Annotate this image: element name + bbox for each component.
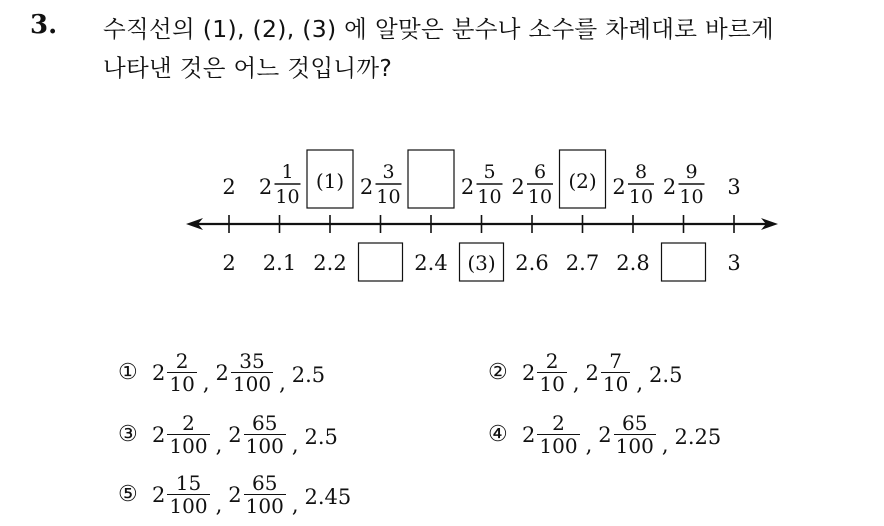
fraction-label-whole: 3 bbox=[727, 175, 741, 199]
choice-value-3: 2.5 bbox=[649, 362, 683, 387]
choice-value-2: 2 $\frac{65}{100}$ bbox=[228, 471, 284, 518]
fraction-label-whole: 2 bbox=[222, 175, 236, 199]
decimal-label: 2.8 bbox=[616, 251, 650, 275]
question-line-2: 나타낸 것은 어느 것입니까? bbox=[103, 54, 393, 82]
choice-number: ④ bbox=[488, 422, 508, 447]
choice-value-1: 2 $\frac{2}{100}$ bbox=[152, 411, 208, 458]
question-number: 3. bbox=[30, 10, 58, 40]
choice-number: ② bbox=[488, 360, 508, 385]
fraction: $\frac{65}{100}$ bbox=[615, 411, 654, 458]
question-line-1: 수직선의 (1), (2), (3) 에 알맞은 분수나 소수를 차례대로 바르게 bbox=[103, 15, 775, 43]
fraction-denominator: 10 bbox=[527, 186, 553, 208]
fraction: $\frac{2}{100}$ bbox=[539, 411, 578, 458]
choice-value-1: 2 $\frac{2}{10}$ bbox=[522, 349, 565, 396]
choice-value-1: 2 $\frac{2}{10}$ bbox=[152, 349, 195, 396]
choice-value-3: 2.5 bbox=[304, 424, 338, 449]
choice-4[interactable]: ④ 2 $\frac{2}{100}$ , 2 $\frac{65}{100}$ , 2.25 bbox=[488, 411, 722, 458]
answer-box-top bbox=[408, 150, 454, 208]
fraction-denominator: 10 bbox=[477, 186, 502, 208]
decimal-label: 2 bbox=[222, 251, 236, 275]
fraction: $\frac{2}{100}$ bbox=[169, 411, 208, 458]
box-label: (1) bbox=[315, 169, 345, 193]
choice-value-2: 2 $\frac{65}{100}$ bbox=[228, 411, 284, 458]
choice-value-3: 2.45 bbox=[304, 484, 352, 509]
choice-number: ⑤ bbox=[118, 482, 138, 507]
fraction-label-whole: 2 bbox=[359, 175, 374, 199]
choice-value-2: 2 $\frac{7}{10}$ bbox=[585, 349, 629, 396]
decimal-label: 2.1 bbox=[262, 251, 297, 275]
choice-number: ③ bbox=[118, 422, 138, 447]
fraction-label-whole: 2 bbox=[258, 175, 273, 199]
fraction: $\frac{2}{10}$ bbox=[539, 349, 565, 396]
answer-box-bottom bbox=[662, 243, 706, 281]
fraction: $\frac{15}{100}$ bbox=[169, 471, 208, 518]
fraction-numerator: 1 bbox=[281, 161, 294, 183]
fraction-label-whole: 2 bbox=[662, 175, 677, 199]
decimal-label: 2.4 bbox=[414, 251, 448, 275]
fraction-denominator: 10 bbox=[628, 186, 654, 208]
choice-value-2: 2 $\frac{35}{100}$ bbox=[215, 349, 272, 396]
fraction: $\frac{65}{100}$ bbox=[245, 411, 284, 458]
fraction-denominator: 10 bbox=[376, 186, 401, 208]
box-label: (3) bbox=[467, 251, 496, 275]
choice-2[interactable]: ② 2 $\frac{2}{10}$ , 2 $\frac{7}{10}$ , 2.5 bbox=[488, 349, 683, 396]
fraction: $\frac{2}{10}$ bbox=[169, 349, 195, 396]
choice-value-3: 2.25 bbox=[674, 424, 722, 449]
choice-value-1: 2 $\frac{2}{100}$ bbox=[522, 411, 578, 458]
fraction-numerator: 6 bbox=[533, 161, 547, 183]
fraction-label-whole: 2 bbox=[460, 175, 475, 199]
decimal-label: 2.2 bbox=[313, 251, 347, 275]
choice-value-3: 2.5 bbox=[291, 362, 326, 387]
fraction: $\frac{35}{100}$ bbox=[232, 349, 272, 396]
choice-value-2: 2 $\frac{65}{100}$ bbox=[598, 411, 654, 458]
choice-number: ① bbox=[118, 360, 138, 385]
fraction-label-whole: 2 bbox=[612, 175, 626, 199]
choice-value-1: 2 $\frac{15}{100}$ bbox=[152, 471, 208, 518]
fraction-numerator: 5 bbox=[483, 161, 496, 183]
choice-1[interactable]: ① 2 $\frac{2}{10}$ , 2 $\frac{35}{100}$ , 2.5 bbox=[118, 349, 326, 396]
decimal-label: 3 bbox=[727, 251, 741, 275]
fraction: $\frac{7}{10}$ bbox=[602, 349, 629, 396]
fraction-numerator: 9 bbox=[685, 161, 698, 183]
fraction: $\frac{65}{100}$ bbox=[245, 471, 284, 518]
choice-5[interactable]: ⑤ 2 $\frac{15}{100}$ , 2 $\frac{65}{100}$ , 2.45 bbox=[118, 471, 352, 518]
answer-box-bottom bbox=[359, 243, 403, 281]
fraction-denominator: 10 bbox=[275, 186, 300, 208]
box-label: (2) bbox=[568, 169, 597, 193]
decimal-label: 2.7 bbox=[565, 251, 600, 275]
fraction-numerator: 3 bbox=[382, 161, 395, 183]
choice-3[interactable]: ③ 2 $\frac{2}{100}$ , 2 $\frac{65}{100}$ , 2.5 bbox=[118, 411, 338, 458]
decimal-label: 2.6 bbox=[515, 251, 549, 275]
fraction-denominator: 10 bbox=[679, 186, 704, 208]
fraction-numerator: 8 bbox=[634, 161, 648, 183]
fraction-label-whole: 2 bbox=[511, 175, 525, 199]
